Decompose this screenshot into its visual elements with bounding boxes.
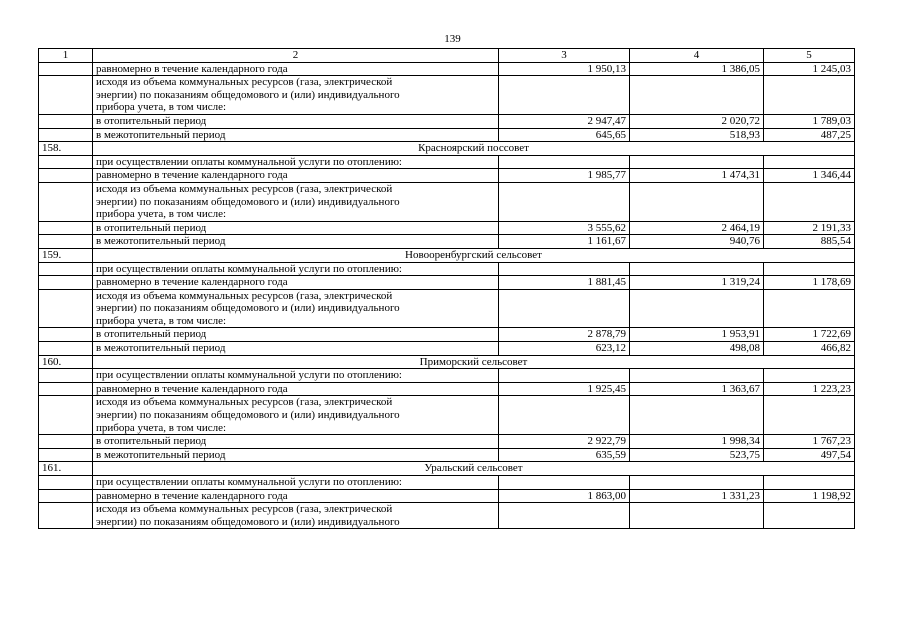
row-number-cell xyxy=(39,476,93,490)
row-number-cell xyxy=(39,262,93,276)
value-column-4: 1 386,05 xyxy=(630,62,764,76)
value-column-4 xyxy=(630,76,764,115)
table-row xyxy=(39,235,855,249)
value-column-4 xyxy=(630,289,764,328)
value-column-3 xyxy=(499,262,630,276)
value-column-3: 1 950,13 xyxy=(499,62,630,76)
section-title: Новооренбургский сельсовет xyxy=(93,248,855,262)
row-number-cell xyxy=(39,128,93,142)
row-description: в отопительный период xyxy=(93,221,499,235)
table-row xyxy=(39,62,855,76)
value-column-3 xyxy=(499,503,630,529)
row-description: в межотопительный период xyxy=(93,342,499,356)
section-number: 160. xyxy=(39,355,93,369)
value-column-4 xyxy=(630,396,764,435)
row-description: равномерно в течение календарного года xyxy=(93,169,499,183)
value-column-5: 497,54 xyxy=(764,448,855,462)
value-column-3 xyxy=(499,396,630,435)
value-column-4: 1 998,34 xyxy=(630,435,764,449)
value-column-5: 1 346,44 xyxy=(764,169,855,183)
value-column-4 xyxy=(630,503,764,529)
column-number-2: 2 xyxy=(93,49,499,63)
value-column-5: 1 198,92 xyxy=(764,489,855,503)
value-column-4: 1 363,67 xyxy=(630,382,764,396)
row-number-cell xyxy=(39,76,93,115)
value-column-3: 2 922,79 xyxy=(499,435,630,449)
table-row xyxy=(39,128,855,142)
value-column-3 xyxy=(499,76,630,115)
row-description: исходя из объема коммунальных ресурсов (газа, электрической энергии) по показаниям общедомового и (или) индивидуального прибора учета, в том числе: xyxy=(93,182,499,221)
table-row xyxy=(39,489,855,503)
value-column-4: 518,93 xyxy=(630,128,764,142)
row-number-cell xyxy=(39,448,93,462)
row-number-cell xyxy=(39,182,93,221)
row-number-cell xyxy=(39,503,93,529)
value-column-3: 1 881,45 xyxy=(499,276,630,290)
value-column-5 xyxy=(764,262,855,276)
row-description: равномерно в течение календарного года xyxy=(93,382,499,396)
table-row xyxy=(39,155,855,169)
value-column-5: 2 191,33 xyxy=(764,221,855,235)
value-column-4 xyxy=(630,155,764,169)
value-column-4 xyxy=(630,182,764,221)
row-description: в отопительный период xyxy=(93,435,499,449)
value-column-3: 2 947,47 xyxy=(499,114,630,128)
value-column-5 xyxy=(764,182,855,221)
value-column-5 xyxy=(764,503,855,529)
table-row xyxy=(39,328,855,342)
section-header-row xyxy=(39,248,855,262)
value-column-5 xyxy=(764,396,855,435)
value-column-5 xyxy=(764,369,855,383)
value-column-3 xyxy=(499,369,630,383)
value-column-4: 523,75 xyxy=(630,448,764,462)
value-column-5: 1 223,23 xyxy=(764,382,855,396)
value-column-5 xyxy=(764,155,855,169)
value-column-5: 1 722,69 xyxy=(764,328,855,342)
value-column-4 xyxy=(630,262,764,276)
row-number-cell xyxy=(39,435,93,449)
value-column-5: 1 789,03 xyxy=(764,114,855,128)
row-number-cell xyxy=(39,62,93,76)
value-column-3: 1 863,00 xyxy=(499,489,630,503)
row-number-cell xyxy=(39,382,93,396)
value-column-5: 1 767,23 xyxy=(764,435,855,449)
row-number-cell xyxy=(39,221,93,235)
column-number-5: 5 xyxy=(764,49,855,63)
table-row xyxy=(39,369,855,383)
row-description: исходя из объема коммунальных ресурсов (газа, электрической энергии) по показаниям общедомового и (или) индивидуального прибора учета, в том числе: xyxy=(93,289,499,328)
table-row xyxy=(39,169,855,183)
value-column-5: 487,25 xyxy=(764,128,855,142)
column-number-4: 4 xyxy=(630,49,764,63)
value-column-3: 3 555,62 xyxy=(499,221,630,235)
value-column-3: 2 878,79 xyxy=(499,328,630,342)
row-number-cell xyxy=(39,276,93,290)
value-column-3: 1 161,67 xyxy=(499,235,630,249)
row-number-cell xyxy=(39,155,93,169)
value-column-4: 1 474,31 xyxy=(630,169,764,183)
section-title: Красноярский поссовет xyxy=(93,142,855,156)
value-column-3 xyxy=(499,289,630,328)
value-column-5 xyxy=(764,76,855,115)
row-description: исходя из объема коммунальных ресурсов (газа, электрической энергии) по показаниям общедомового и (или) индивидуального прибора учета, в том числе: xyxy=(93,76,499,115)
value-column-3: 1 925,45 xyxy=(499,382,630,396)
column-number-1: 1 xyxy=(39,49,93,63)
table-row xyxy=(39,503,855,529)
section-number: 158. xyxy=(39,142,93,156)
value-column-3 xyxy=(499,182,630,221)
row-description: при осуществлении оплаты коммунальной услуги по отоплению: xyxy=(93,476,499,490)
value-column-5: 1 245,03 xyxy=(764,62,855,76)
row-number-cell xyxy=(39,114,93,128)
row-number-cell xyxy=(39,396,93,435)
row-description: в межотопительный период xyxy=(93,128,499,142)
value-column-4: 2 020,72 xyxy=(630,114,764,128)
value-column-4: 498,08 xyxy=(630,342,764,356)
row-number-cell xyxy=(39,289,93,328)
value-column-5: 466,82 xyxy=(764,342,855,356)
table-row xyxy=(39,76,855,115)
table-row xyxy=(39,276,855,290)
value-column-3 xyxy=(499,155,630,169)
table-row xyxy=(39,342,855,356)
section-number: 161. xyxy=(39,462,93,476)
row-number-cell xyxy=(39,328,93,342)
value-column-4 xyxy=(630,476,764,490)
section-header-row xyxy=(39,462,855,476)
row-description: при осуществлении оплаты коммунальной услуги по отоплению: xyxy=(93,155,499,169)
table-body xyxy=(39,49,855,529)
value-column-4: 1 953,91 xyxy=(630,328,764,342)
value-column-3: 645,65 xyxy=(499,128,630,142)
table-row xyxy=(39,382,855,396)
row-description: при осуществлении оплаты коммунальной услуги по отоплению: xyxy=(93,262,499,276)
value-column-5: 1 178,69 xyxy=(764,276,855,290)
row-description: исходя из объема коммунальных ресурсов (газа, электрической энергии) по показаниям общедомового и (или) индивидуального xyxy=(93,503,499,529)
value-column-3: 623,12 xyxy=(499,342,630,356)
row-description: в отопительный период xyxy=(93,114,499,128)
row-description: равномерно в течение календарного года xyxy=(93,276,499,290)
page-number: 139 xyxy=(444,33,461,45)
row-number-cell xyxy=(39,369,93,383)
table-row xyxy=(39,396,855,435)
table-row xyxy=(39,448,855,462)
section-title: Приморский сельсовет xyxy=(93,355,855,369)
value-column-5 xyxy=(764,476,855,490)
section-header-row xyxy=(39,142,855,156)
section-title: Уральский сельсовет xyxy=(93,462,855,476)
table-row xyxy=(39,289,855,328)
section-number: 159. xyxy=(39,248,93,262)
value-column-3 xyxy=(499,476,630,490)
value-column-3: 635,59 xyxy=(499,448,630,462)
row-description: равномерно в течение календарного года xyxy=(93,489,499,503)
row-number-cell xyxy=(39,489,93,503)
row-description: в межотопительный период xyxy=(93,235,499,249)
row-description: равномерно в течение календарного года xyxy=(93,62,499,76)
value-column-4 xyxy=(630,369,764,383)
table-row xyxy=(39,182,855,221)
row-description: при осуществлении оплаты коммунальной услуги по отоплению: xyxy=(93,369,499,383)
row-description: исходя из объема коммунальных ресурсов (газа, электрической энергии) по показаниям общедомового и (или) индивидуального прибора учета, в том числе: xyxy=(93,396,499,435)
value-column-3: 1 985,77 xyxy=(499,169,630,183)
value-column-4: 1 331,23 xyxy=(630,489,764,503)
value-column-4: 1 319,24 xyxy=(630,276,764,290)
row-description: в межотопительный период xyxy=(93,448,499,462)
tariff-table xyxy=(38,48,855,529)
row-description: в отопительный период xyxy=(93,328,499,342)
table-row xyxy=(39,114,855,128)
row-number-cell xyxy=(39,235,93,249)
column-number-row xyxy=(39,49,855,63)
row-number-cell xyxy=(39,169,93,183)
table-row xyxy=(39,476,855,490)
table-row xyxy=(39,262,855,276)
value-column-5 xyxy=(764,289,855,328)
column-number-3: 3 xyxy=(499,49,630,63)
value-column-5: 885,54 xyxy=(764,235,855,249)
value-column-4: 940,76 xyxy=(630,235,764,249)
value-column-4: 2 464,19 xyxy=(630,221,764,235)
table-row xyxy=(39,435,855,449)
section-header-row xyxy=(39,355,855,369)
row-number-cell xyxy=(39,342,93,356)
table-row xyxy=(39,221,855,235)
